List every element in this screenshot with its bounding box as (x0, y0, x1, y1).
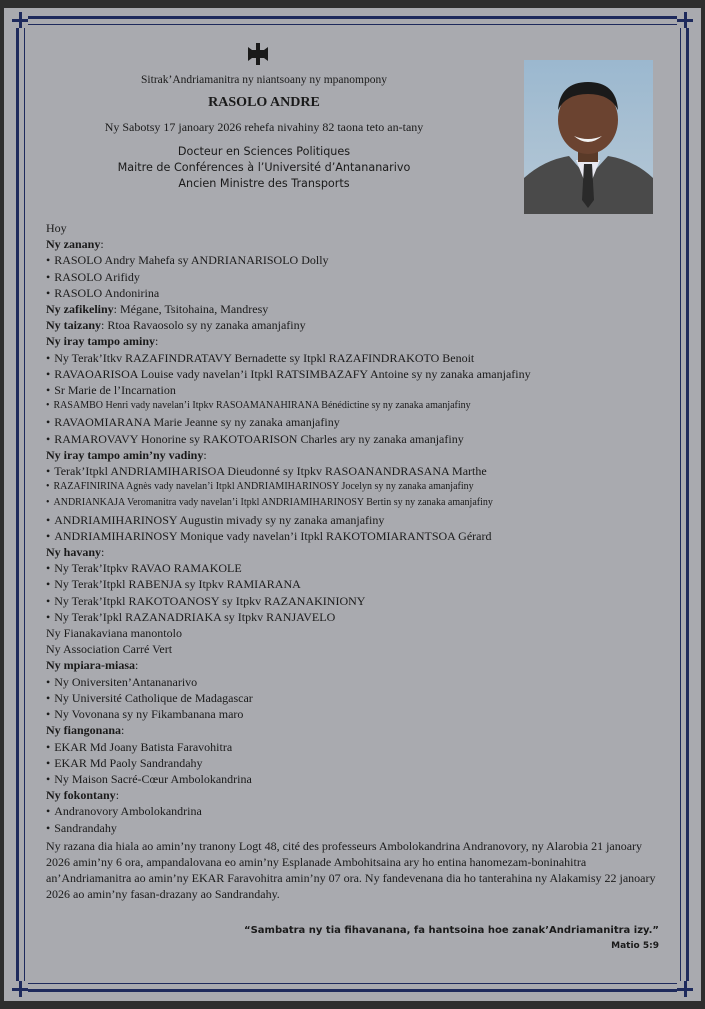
title-line: Maitre de Conférences à l’Université d’Antananarivo (117, 161, 411, 174)
list-item: • Sandrandahy (46, 820, 668, 836)
list-item: • RAVAOMIARANA Marie Jeanne sy ny zanaka amanjafiny (46, 414, 668, 430)
section-suffix: : Mégane, Tsitohaina, Mandresy (113, 302, 269, 317)
date-line: Ny Sabotsy 17 janoary 2026 rehefa nivahiny 82 taona teto an-tany (104, 120, 424, 134)
family-list (46, 220, 668, 903)
section-label: Ny fokontany (46, 788, 116, 803)
section-label: Ny fiangonana (46, 723, 122, 738)
section-label: Ny iray tampo aminy (46, 334, 155, 349)
list-item: • Terak’Itpkl ANDRIAMIHARISOA Dieudonné sy Itpkv RASOANANDRASANA Marthe (46, 463, 668, 479)
list-item: • ANDRIAMIHARINOSY Monique vady navelan’i Itpkl RAKOTOMIARANTSOA Gérard (46, 528, 668, 544)
list-item: • RASOLO Arifidy (46, 269, 668, 285)
list-item: • Ny Terak’Itpkl RAKOTOANOSY sy Itpkv RAZANAKINIONY (46, 593, 668, 609)
corner-ornament-icon (12, 981, 28, 997)
title-line: Ancien Ministre des Transports (178, 177, 350, 190)
section-label: Ny zanany (46, 237, 101, 252)
list-item: • Ny Terak’Itpkv RAVAO RAMAKOLE (46, 560, 668, 576)
section-heading (46, 722, 668, 738)
list-item: • EKAR Md Joany Batista Faravohitra (46, 739, 668, 755)
section-heading (46, 317, 668, 333)
section-suffix: : (100, 237, 104, 252)
list-item: • Ny Université Catholique de Madagascar (46, 690, 668, 706)
deceased-titles (94, 144, 434, 192)
list-item: • Andranovory Ambolokandrina (46, 803, 668, 819)
list-item: Ny Fianakaviana manontolo (46, 626, 182, 641)
section-suffix: : Rtoa Ravaosolo sy ny zanaka amanjafiny (101, 318, 306, 333)
section-label: Ny iray tampo amin’ny vadiny (46, 447, 204, 462)
section-heading (46, 301, 668, 317)
section-suffix: : (155, 334, 159, 349)
section-heading (46, 447, 668, 463)
list-item: Ny Association Carré Vert (46, 642, 173, 657)
list-item: • Ny Terak’Itkv RAZAFINDRATAVY Bernadette sy Itpkl RAZAFINDRAKOTO Benoit (46, 350, 668, 366)
cross-icon (246, 43, 270, 65)
announcement-intro: Sitrak’Andriamanitra ny niantsoany ny mpanompony (141, 74, 387, 86)
section-label: Ny havany (46, 545, 102, 560)
corner-ornament-icon (677, 981, 693, 997)
list-item: • RAMAROVAVY Honorine sy RAKOTOARISON Charles ary ny zanaka amanjafiny (46, 431, 668, 447)
list-item: • Sr Marie de l’Incarnation (46, 382, 668, 398)
section-suffix: : (101, 545, 105, 560)
list-item: • Ny Oniversiten’Antananarivo (46, 674, 668, 690)
list-item: • Ny Maison Sacré-Cœur Ambolokandrina (46, 771, 668, 787)
funeral-details: Ny razana dia hiala ao amin’ny tranony Logt 48, cité des professeurs Ambolokandrina Andranovory, ny Alarobia 21 janoary 2026 amin’ny 6 ora, ampandalovana eo amin’ny Esplanade Ambohitsaina ary ho entina hanomezam-boninahitra an’Andriamanitra ao amin’ny EKAR Faravohitra amin’ny 07 ora. Ny fandevenana dia ho tanterahina ny Alakamisy 22 janoary 2026 ao amin’ny fasan-drazany ao Sandrandahy. (46, 838, 656, 902)
corner-ornament-icon (677, 12, 693, 28)
section-heading (46, 657, 668, 673)
list-item: • Ny Terak’Ipkl RAZANADRIAKA sy Itpkv RANJAVELO (46, 609, 668, 625)
deceased-name: RASOLO ANDRE (208, 95, 320, 110)
bible-reference: Matio 5:9 (611, 941, 659, 951)
list-item: • RAVAOARISOA Louise vady navelan’i Itpkl RATSIMBAZAFY Antoine sy ny zanaka amanjafiny (46, 366, 668, 382)
portrait-photo (524, 60, 653, 214)
section-heading (46, 787, 668, 803)
list-item: • RASOLO Andonirina (46, 285, 668, 301)
bible-quote: “Sambatra ny tia fihavanana, fa hantsoina hoe zanak’Andriamanitra izy.” (244, 925, 659, 936)
section-suffix: : (203, 447, 207, 462)
obituary-sheet (4, 8, 701, 1001)
list-item: • ANDRIAMIHARINOSY Augustin mivady sy ny zanaka amanjafiny (46, 512, 668, 528)
section-label: Ny zafikeliny (46, 302, 114, 317)
section-suffix: : (135, 658, 139, 673)
list-item: • ANDRIANKAJA Veromanitra vady navelan’i Itpkl ANDRIAMIHARINOSY Bertin sy ny zanaka amanjafiny (46, 495, 668, 511)
corner-ornament-icon (12, 12, 28, 28)
section-suffix: : (115, 788, 120, 803)
list-item: • RASOLO Andry Mahefa sy ANDRIANARISOLO Dolly (46, 252, 668, 268)
list-item: • RASAMBO Henri vady navelan’i Itpkv RASOAMANAHIRANA Bénédictine sy ny zanaka amanjafiny (46, 398, 668, 414)
list-item: • RAZAFINIRINA Agnès vady navelan’i Itpkl ANDRIAMIHARINOSY Jocelyn sy ny zanaka amanjafiny (46, 479, 668, 495)
list-item: • Ny Vovonana sy ny Fikambanana maro (46, 706, 668, 722)
section-label: Hoy (46, 221, 67, 235)
section-suffix: : (121, 723, 125, 738)
list-item: • EKAR Md Paoly Sandrandahy (46, 755, 668, 771)
section-heading (46, 544, 668, 560)
title-line: Docteur en Sciences Politiques (177, 145, 351, 158)
section-heading (46, 220, 668, 236)
section-label: Ny taizany (46, 318, 101, 333)
list-item: • Ny Terak’Itpkl RABENJA sy Itpkv RAMIARANA (46, 576, 668, 592)
section-label: Ny mpiara-miasa (46, 658, 135, 673)
section-heading (46, 333, 668, 349)
section-heading (46, 236, 668, 252)
